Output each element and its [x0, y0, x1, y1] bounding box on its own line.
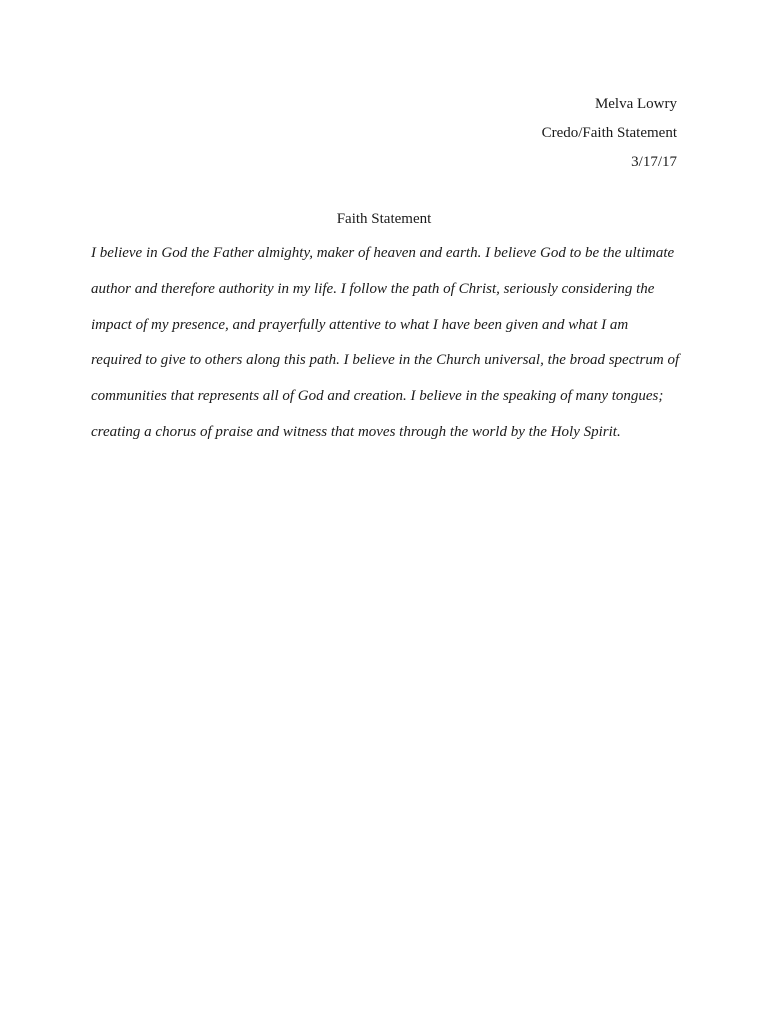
header-block [542, 90, 677, 177]
body-paragraph: I believe in God the Father almighty, maker of heaven and earth. I believe God to be the ultimate author and therefore authority in my life. I follow the path of Christ, seriously considering the impact of my presence, and prayerfully attentive to what I have been given and what I am required to give to others along this path. I believe in the Church universal, the broad spectrum of communities that represents all of God and creation. I believe in the speaking of many tongues; creating a chorus of praise and witness that moves through the world by the Holy Spirit. [91, 245, 680, 440]
document-date: 3/17/17 [631, 154, 677, 170]
document-title: Faith Statement [336, 211, 432, 227]
document-subtitle: Credo/Faith Statement [541, 125, 677, 141]
author-name: Melva Lowry [594, 96, 677, 112]
